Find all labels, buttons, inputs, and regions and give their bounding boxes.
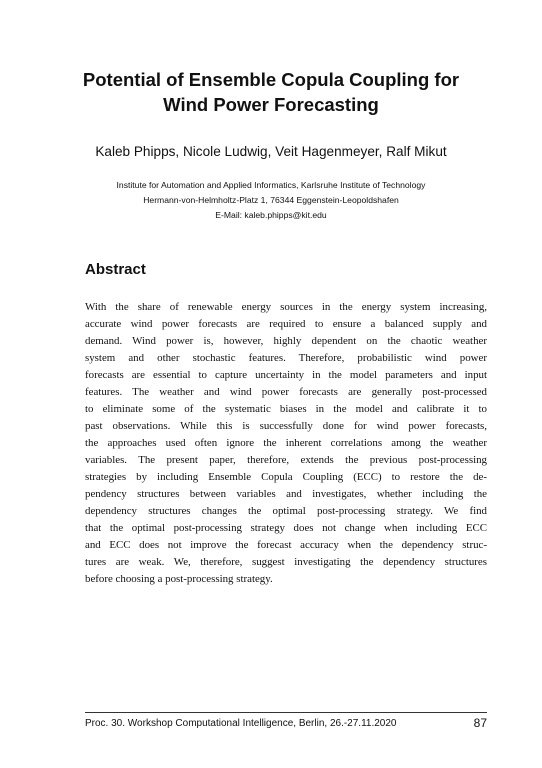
abstract-line: that the optimal post-processing strategy does not change when including ECC — [85, 522, 487, 534]
affiliation-institute: Institute for Automation and Applied Informatics, Karlsruhe Institute of Technology — [116, 180, 426, 190]
abstract-line: the approaches used often ignore the inherent correlations among the weather — [85, 437, 487, 449]
author-email: E-Mail: kaleb.phipps@kit.edu — [215, 210, 327, 220]
proceedings-footer: Proc. 30. Workshop Computational Intelligence, Berlin, 26.-27.11.2020 — [85, 718, 397, 729]
affiliation-address: Hermann-von-Helmholtz-Platz 1, 76344 Eggenstein-Leopoldshafen — [143, 195, 399, 205]
abstract-line: past observations. While this is successfully done for wind power forecasts, — [85, 420, 487, 432]
title-line-1: Potential of Ensemble Copula Coupling for — [82, 69, 460, 90]
abstract-line: tures are weak. We, therefore, suggest investigating the dependency structures — [85, 556, 487, 568]
abstract-line: to eliminate some of the systematic biases in the model and calibrate it to — [85, 403, 487, 415]
abstract-body — [85, 299, 487, 588]
affiliation-block — [40, 178, 502, 223]
abstract-line: demand. Wind power is, however, highly dependent on the chaotic weather — [85, 335, 487, 347]
abstract-line: variables. The present paper, therefore, extends the previous post-processing — [85, 454, 487, 466]
abstract-line: strategies by including Ensemble Copula Coupling (ECC) to restore the de- — [85, 471, 487, 483]
abstract-line: With the share of renewable energy sources in the energy system increasing, — [85, 301, 487, 313]
abstract-line: accurate wind power forecasts are required to ensure a balanced supply and — [85, 318, 487, 330]
title-line-2: Wind Power Forecasting — [163, 94, 379, 115]
abstract-line: features. The weather and wind power forecasts are generally post-processed — [85, 386, 487, 398]
abstract-heading: Abstract — [85, 261, 146, 278]
page-number: 87 — [473, 716, 487, 730]
abstract-line: before choosing a post-processing strategy. — [85, 573, 273, 585]
paper-title — [40, 67, 502, 117]
abstract-line: forecasts are essential to capture uncertainty in the model parameters and input — [85, 369, 487, 381]
abstract-line: and ECC does not improve the forecast accuracy when the dependency struc- — [85, 539, 487, 551]
abstract-line: system and other stochastic features. Therefore, probabilistic wind power — [85, 352, 487, 364]
abstract-line: dependency structures changes the optimal post-processing strategy. We find — [85, 505, 487, 517]
abstract-line: pendency structures between variables and investigates, whether including the — [85, 488, 487, 500]
footer-divider — [85, 712, 487, 713]
author-list: Kaleb Phipps, Nicole Ludwig, Veit Hagenmeyer, Ralf Mikut — [95, 144, 447, 159]
